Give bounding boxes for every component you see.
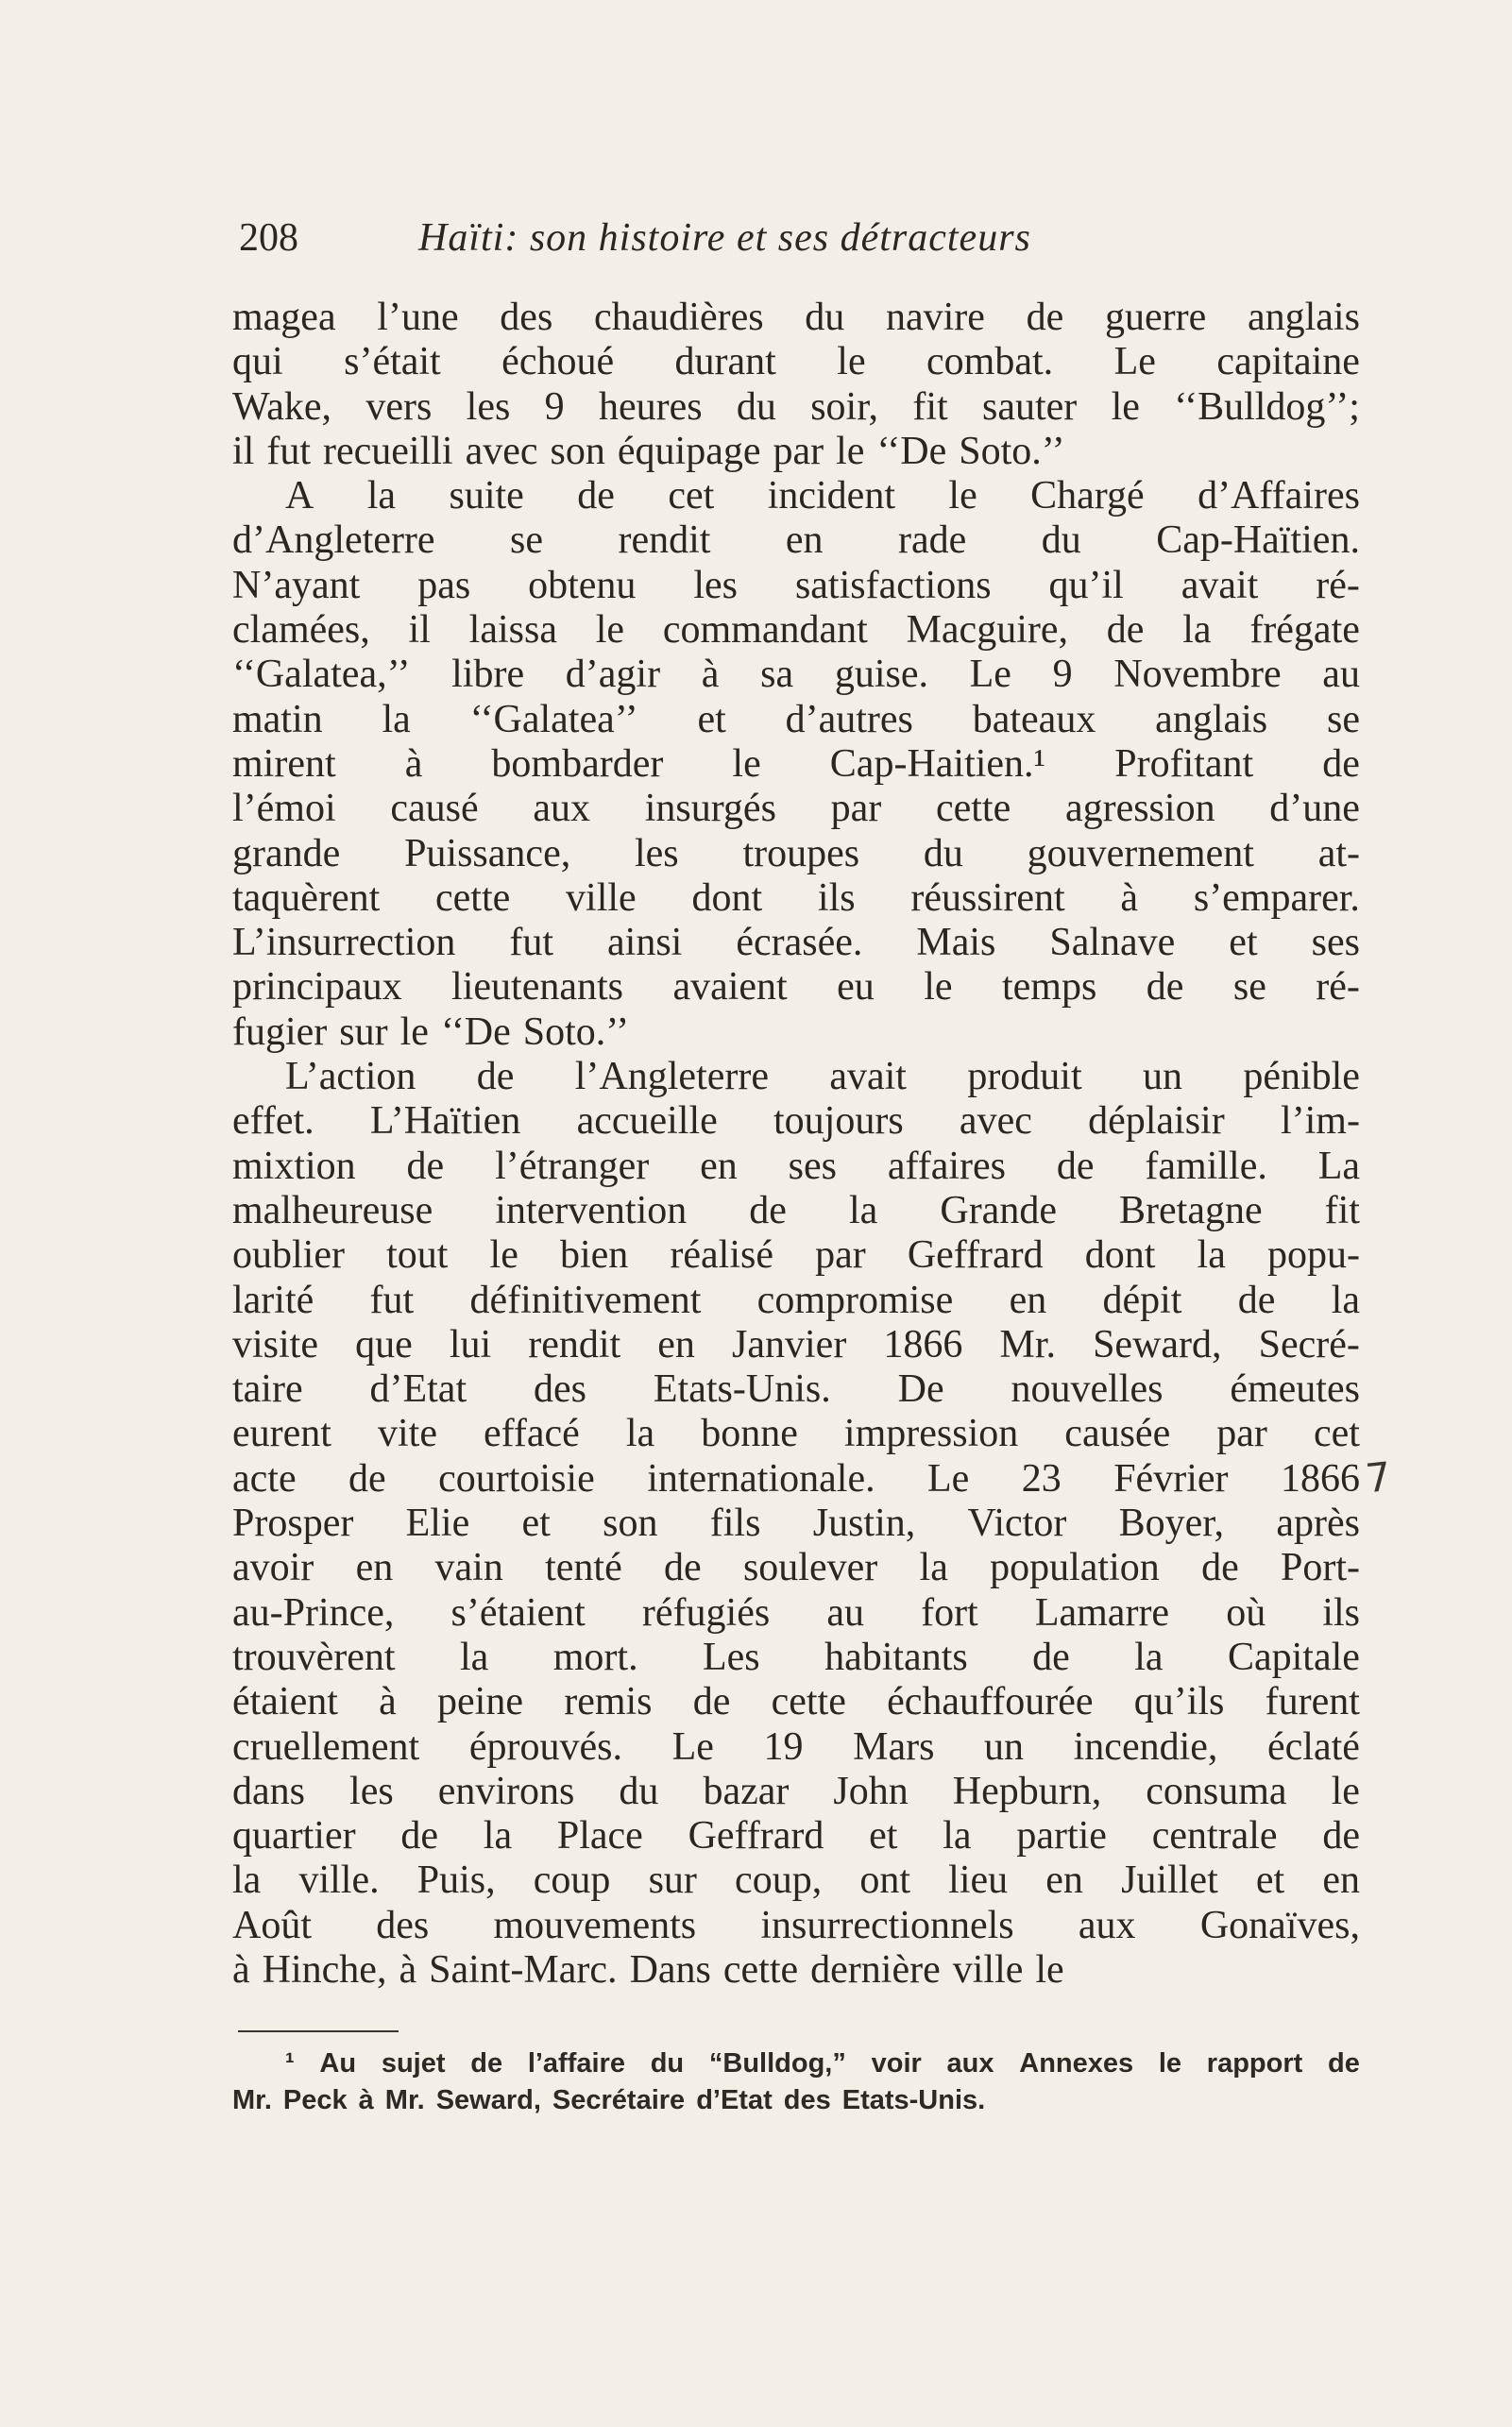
- footnote-line: ¹ Au sujet de l’affaire du “Bulldog,” voir aux Annexes le rapport de: [285, 2048, 1360, 2079]
- text-line: oublier tout le bien réalisé par Geffrard dont la popu-: [232, 1233, 1360, 1278]
- text-line: acte de courtoisie internationale. Le 23 Février 1866: [232, 1456, 1360, 1501]
- text-line: mixtion de l’étranger en ses affaires de famille. La: [232, 1144, 1360, 1188]
- footnote-rule: [238, 2030, 399, 2032]
- text-line: fugier sur le ‘‘De Soto.’’: [232, 1010, 630, 1054]
- page-number: 208: [239, 216, 298, 260]
- page-header: [239, 210, 1183, 266]
- text-line: A la suite de cet incident le Chargé d’Affaires: [285, 474, 1360, 518]
- text-line: eurent vite effacé la bonne impression causée par cet: [232, 1412, 1360, 1456]
- text-line: étaient à peine remis de cette échauffourée qu’ils furent: [232, 1680, 1360, 1724]
- text-line: N’ayant pas obtenu les satisfactions qu’il avait ré-: [232, 563, 1360, 607]
- text-line: Prosper Elie et son fils Justin, Victor Boyer, après: [232, 1502, 1360, 1546]
- footnote-line: Mr. Peck à Mr. Seward, Secrétaire d’Etat des Etats-Unis.: [232, 2085, 986, 2115]
- text-line: dans les environs du bazar John Hepburn, consuma le: [232, 1769, 1360, 1813]
- text-line: taire d’Etat des Etats-Unis. De nouvelles émeutes: [232, 1367, 1360, 1412]
- text-line: ‘‘Galatea,’’ libre d’agir à sa guise. Le 9 Novembre au: [232, 653, 1360, 697]
- text-line: grande Puissance, les troupes du gouvernement at-: [232, 831, 1360, 875]
- text-line: taquèrent cette ville dont ils réussirent à s’emparer.: [232, 875, 1360, 920]
- footnote: [232, 2045, 1360, 2119]
- text-line: malheureuse intervention de la Grande Bretagne fit: [232, 1188, 1360, 1232]
- text-line: principaux lieutenants avaient eu le temps de se ré-: [232, 965, 1360, 1010]
- text-line: d’Angleterre se rendit en rade du Cap-Haïtien.: [232, 518, 1360, 563]
- text-line: clamées, il laissa le commandant Macguire, de la frégate: [232, 608, 1360, 653]
- text-line: avoir en vain tenté de soulever la population de Port-: [232, 1546, 1360, 1590]
- text-line: L’insurrection fut ainsi écrasée. Mais Salnave et ses: [232, 921, 1360, 965]
- text-line: L’action de l’Angleterre avait produit un pénible: [285, 1055, 1360, 1099]
- text-line: qui s’était échoué durant le combat. Le capitaine: [232, 340, 1360, 384]
- text-line: l’émoi causé aux insurgés par cette agression d’une: [232, 787, 1360, 831]
- text-line: il fut recueilli avec son équipage par le ‘‘De Soto.’’: [232, 429, 1065, 473]
- text-line: à Hinche, à Saint-Marc. Dans cette dernière ville le: [232, 1947, 1064, 1992]
- text-line: la ville. Puis, coup sur coup, ont lieu en Juillet et en: [232, 1858, 1360, 1903]
- text-line: trouvèrent la mort. Les habitants de la Capitale: [232, 1635, 1360, 1679]
- text-line: Wake, vers les 9 heures du soir, fit sauter le ‘‘Bulldog’’;: [232, 384, 1360, 429]
- text-line: magea l’une des chaudières du navire de guerre anglais: [232, 296, 1360, 339]
- text-line: matin la ‘‘Galatea’’ et d’autres bateaux anglais se: [232, 697, 1360, 741]
- text-line: cruellement éprouvés. Le 19 Mars un incendie, éclaté: [232, 1724, 1360, 1769]
- text-line: au-Prince, s’étaient réfugiés au fort Lamarre où ils: [232, 1590, 1360, 1635]
- body-text: [232, 296, 1360, 1993]
- text-line: mirent à bombarder le Cap-Haitien.¹ Profitant de: [232, 741, 1360, 786]
- handwritten-marginal-mark: 7: [1363, 1452, 1394, 1502]
- text-line: larité fut définitivement compromise en dépit de la: [232, 1278, 1360, 1322]
- text-line: visite que lui rendit en Janvier 1866 Mr. Seward, Secré-: [232, 1322, 1360, 1366]
- running-title: Haïti: son histoire et ses détracteurs: [418, 216, 1031, 260]
- text-line: effet. L’Haïtien accueille toujours avec déplaisir l’im-: [232, 1099, 1360, 1144]
- text-line: Août des mouvements insurrectionnels aux Gonaïves,: [232, 1903, 1360, 1947]
- text-line: quartier de la Place Geffrard et la partie centrale de: [232, 1814, 1360, 1858]
